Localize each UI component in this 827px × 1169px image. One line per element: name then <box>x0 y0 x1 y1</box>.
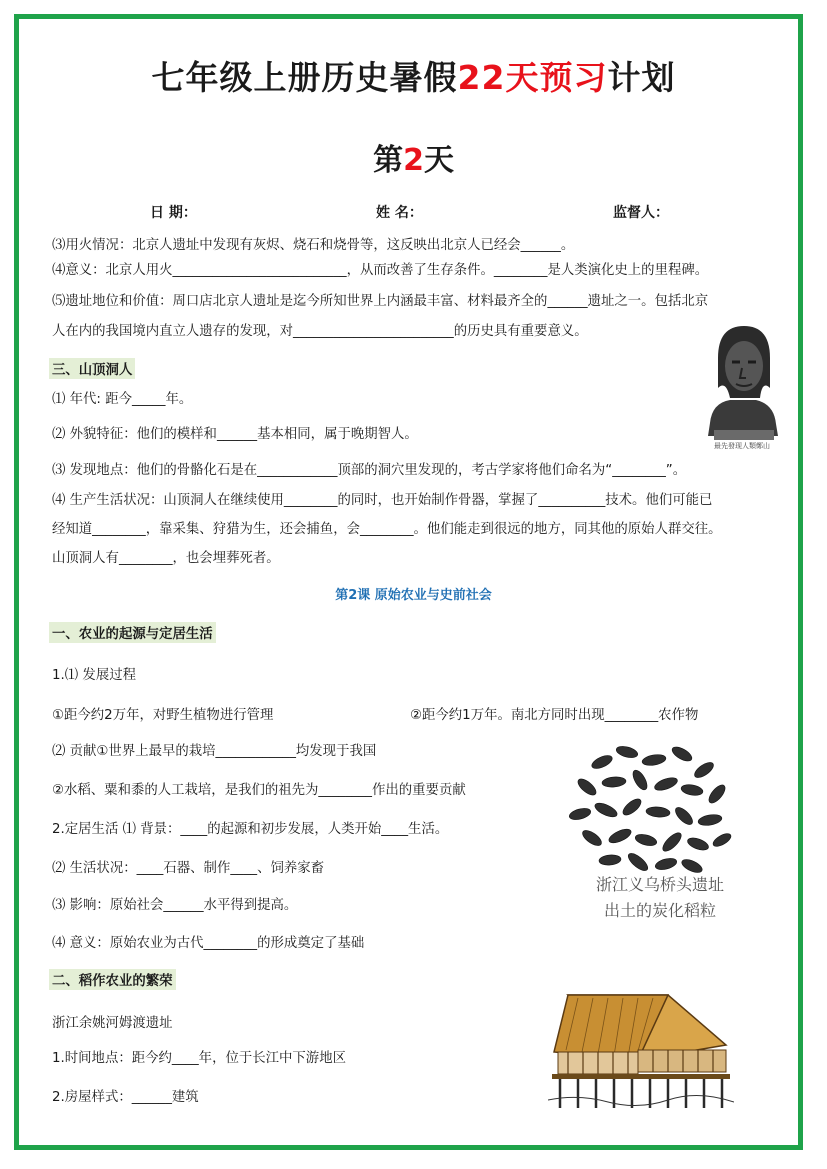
list-item: ⑷ 生产生活状况：山顶洞人在继续使用________的同时，也开始制作骨器，掌握了__________技术。他们可能已 <box>52 493 713 508</box>
section-heading-agriculture: 一、农业的起源与定居生活 <box>49 622 216 643</box>
rice-caption-line1: 浙江义乌桥头遗址 <box>595 875 725 894</box>
name-label: 姓 名： <box>376 205 423 221</box>
fire-usage-line: ⑶用火情况：北京人遗址中发现有灰烬、烧石和烧骨等，这反映出北京人已经会______。 <box>52 238 575 253</box>
site-value-line-2: 人在内的我国境内直立人遗存的发现，对________________________的历史具有重要意义。 <box>52 324 588 339</box>
date-label: 日 期： <box>150 205 197 221</box>
list-item: 1.时间地点：距今约____年，位于长江中下游地区 <box>52 1051 346 1066</box>
section-heading-shandingdong: 三、山顶洞人 <box>49 358 135 379</box>
site-value-line: ⑸遗址地位和价值：周口店北京人遗址是迄今所知世界上内涵最丰富、材料最齐全的______遗址之一。包括北京 <box>52 294 709 309</box>
fire-significance-line: ⑷意义：北京人用火__________________________，从而改善了生存条件。________是人类演化史上的里程碑。 <box>52 263 709 278</box>
list-item: ⑵ 外貌特征：他们的模样和______基本相同，属于晚期智人。 <box>52 427 418 442</box>
list-item: ⑶ 发现地点：他们的骨骼化石是在____________顶部的洞穴里发现的，考古学家将他们命名为“________”。 <box>52 463 687 478</box>
rice-caption-line2: 出土的炭化稻粒 <box>603 901 717 920</box>
bust-caption: 最先發现人類鄭山 <box>714 442 770 450</box>
section-heading-rice-farming: 二、稻作农业的繁荣 <box>49 969 176 990</box>
list-item: 1.⑴ 发展过程 <box>52 668 136 683</box>
list-item: 2.房屋样式：______建筑 <box>52 1090 199 1105</box>
list-item: ⑶ 影响：原始社会______水平得到提高。 <box>52 898 298 913</box>
list-item: ①距今约2万年，对野生植物进行管理 <box>52 708 274 723</box>
list-item: ②水稻、粟和黍的人工栽培，是我们的祖先为________作出的重要贡献 <box>52 783 466 798</box>
stilt-house-image <box>548 990 734 1112</box>
list-item: 经知道________，靠采集、狩猎为生，还会捕鱼，会________。他们能走到很远的地方，同其他的原始人群交往。 <box>52 522 722 537</box>
list-item: ②距今约1万年。南北方同时出现________农作物 <box>410 708 699 723</box>
page-title: 七年级上册历史暑假22天预习计划 <box>151 58 676 97</box>
list-item: ⑴ 年代: 距今_____年。 <box>52 392 193 407</box>
supervisor-label: 监督人： <box>613 205 669 221</box>
list-item: ⑵ 贡献①世界上最早的栽培____________均发现于我国 <box>52 744 377 759</box>
list-item: ⑷ 意义：原始农业为古代________的形成奠定了基础 <box>52 936 365 951</box>
list-item: ⑵ 生活状况：____石器、制作____、饲养家畜 <box>52 861 325 876</box>
list-item: 山顶洞人有________，也会埋葬死者。 <box>52 551 280 566</box>
list-item: 2.定居生活 ⑴ 背景：____的起源和初步发展，人类开始____生活。 <box>52 822 449 837</box>
caveman-bust-image <box>700 318 784 452</box>
day-title: 第2天 <box>373 143 454 178</box>
carbonized-rice-image <box>562 732 742 932</box>
list-item: 浙江余姚河姆渡遗址 <box>52 1016 173 1031</box>
lesson-title: 第2课 原始农业与史前社会 <box>335 588 492 603</box>
